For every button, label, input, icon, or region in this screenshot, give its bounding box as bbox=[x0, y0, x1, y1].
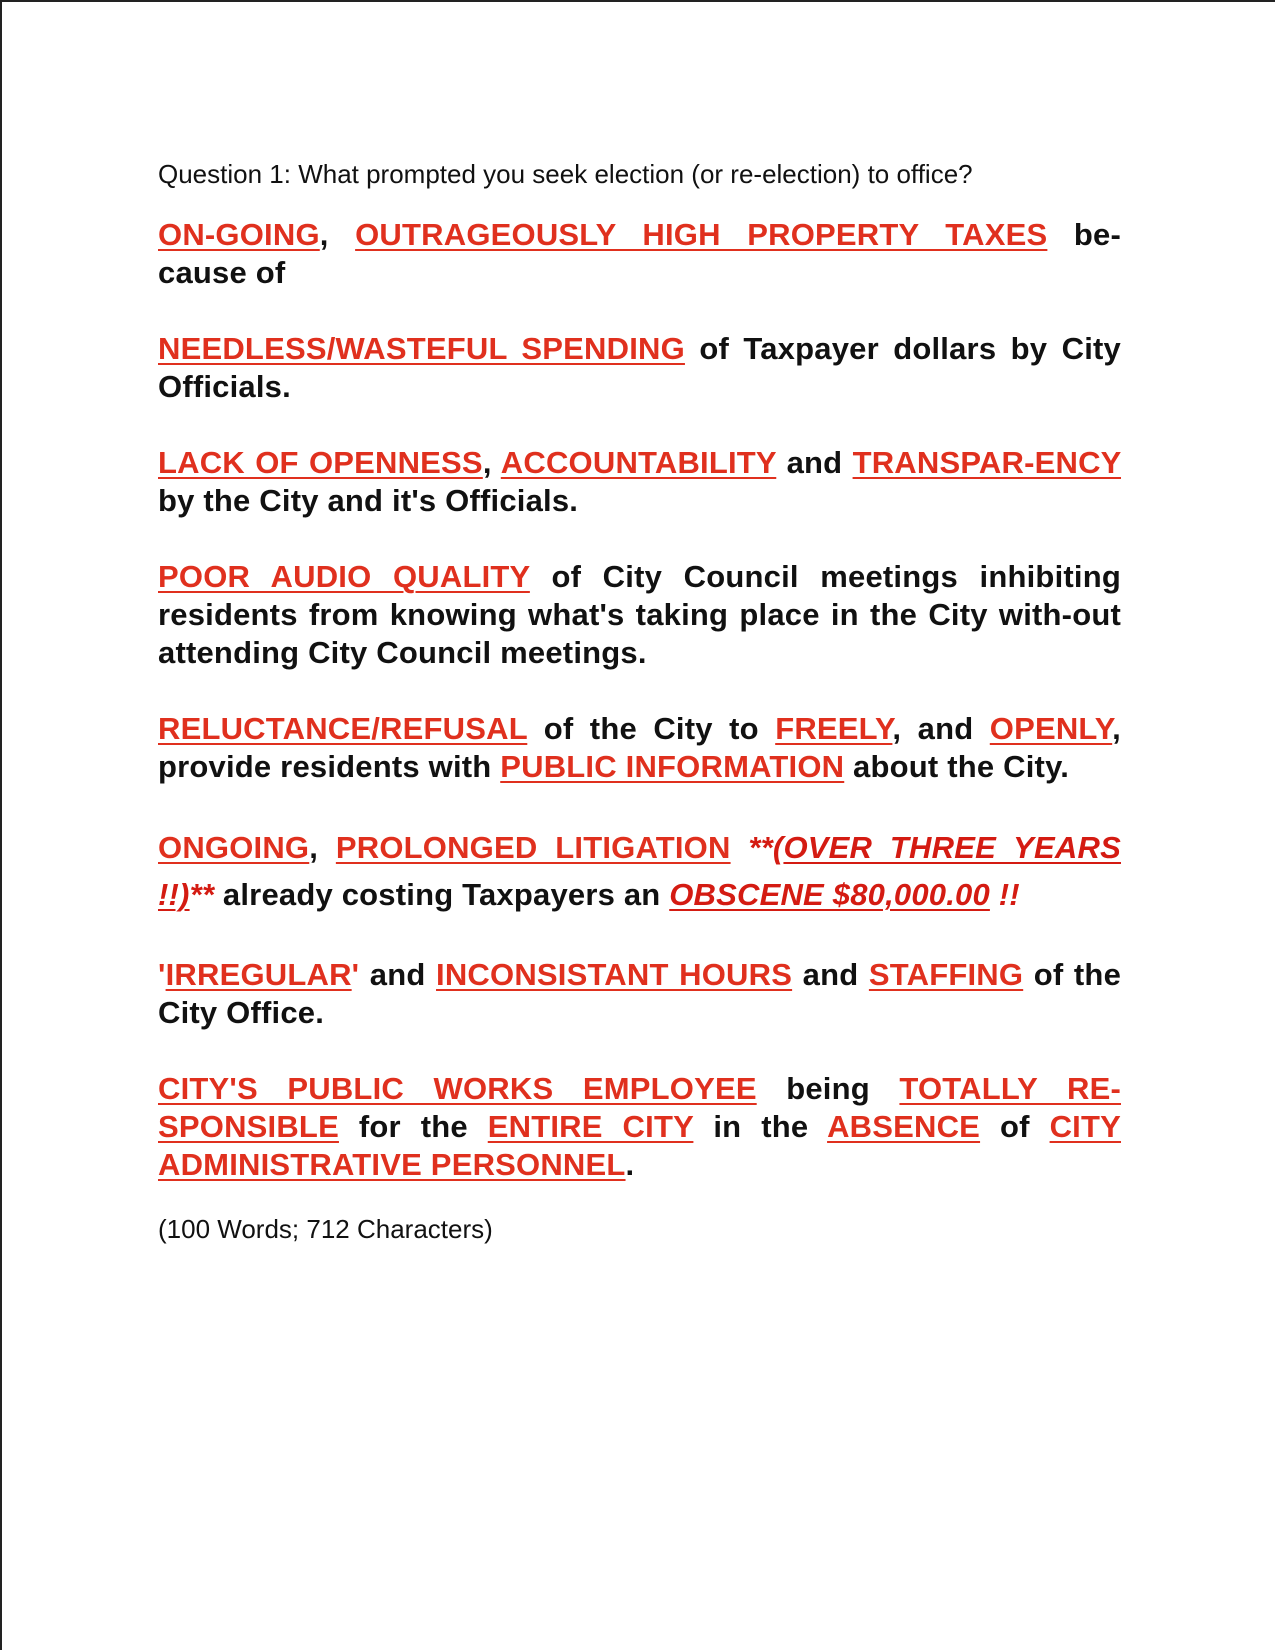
highlight-text: CITY'S PUBLIC WORKS EMPLOYEE bbox=[158, 1070, 757, 1106]
body-text: be-cause of bbox=[158, 216, 1121, 290]
body-text: of bbox=[980, 1108, 1050, 1144]
highlight-text: ENTIRE CITY bbox=[487, 1108, 694, 1144]
body-text: , bbox=[482, 444, 501, 480]
body-text: being bbox=[756, 1070, 900, 1106]
highlight-text: TRANSPAR-ENCY bbox=[852, 444, 1121, 480]
answer-paragraph-5 bbox=[158, 710, 1121, 786]
highlight-text: PROLONGED LITIGATION bbox=[335, 829, 731, 865]
highlight-text: NEEDLESS/WASTEFUL SPENDING bbox=[158, 330, 685, 366]
highlight-italic-text: OBSCENE $80,000.00 bbox=[669, 876, 990, 912]
highlight-text: LACK OF OPENNESS bbox=[158, 444, 483, 480]
highlight-text: ON-GOING bbox=[158, 216, 320, 252]
body-text: , bbox=[319, 216, 356, 252]
body-text: , provide residents with bbox=[158, 710, 1121, 784]
body-text: , and bbox=[892, 710, 990, 746]
quote-mark: ' bbox=[351, 956, 360, 992]
highlight-text: CITY ADMINISTRATIVE PERSONNEL bbox=[158, 1108, 1121, 1182]
answer-paragraph-3 bbox=[158, 444, 1121, 520]
body-text: of Taxpayer dollars by City Officials. bbox=[158, 330, 1121, 404]
answer-paragraph-2 bbox=[158, 330, 1121, 406]
body-text: and bbox=[359, 956, 437, 992]
body-text: in the bbox=[693, 1108, 828, 1144]
highlight-text: STAFFING bbox=[868, 956, 1024, 992]
highlight-text: ACCOUNTABILITY bbox=[500, 444, 777, 480]
body-text: of the City to bbox=[527, 710, 776, 746]
highlight-italic-text: OVER THREE YEARS !!) bbox=[158, 829, 1121, 912]
document-body bbox=[158, 158, 1121, 1271]
highlight-text: IRREGULAR bbox=[165, 956, 352, 992]
answer-paragraph-1 bbox=[158, 216, 1121, 292]
body-text: for the bbox=[338, 1108, 488, 1144]
word-count-note: (100 Words; 712 Characters) bbox=[158, 1213, 493, 1244]
highlight-text: TOTALLY RE-SPONSIBLE bbox=[158, 1070, 1121, 1144]
emphasis-marks: !! bbox=[989, 876, 1020, 912]
answer-paragraph-8 bbox=[158, 1070, 1121, 1184]
body-text: and bbox=[776, 444, 853, 480]
answer-paragraph-7 bbox=[158, 956, 1121, 1032]
highlight-text: POOR AUDIO QUALITY bbox=[158, 558, 530, 594]
emphasis-marks: **( bbox=[730, 829, 784, 865]
body-text: by the City and it's Officials. bbox=[158, 482, 579, 518]
highlight-text: ABSENCE bbox=[827, 1108, 981, 1144]
answer-paragraph-6 bbox=[158, 824, 1121, 918]
body-text: , bbox=[309, 829, 336, 865]
highlight-text: RELUCTANCE/REFUSAL bbox=[158, 710, 528, 746]
highlight-text: PUBLIC INFORMATION bbox=[500, 748, 845, 784]
quote-mark: ' bbox=[158, 956, 166, 992]
body-text: already costing Taxpayers an bbox=[214, 876, 670, 912]
highlight-text: INCONSISTANT HOURS bbox=[436, 956, 793, 992]
body-text: and bbox=[792, 956, 869, 992]
highlight-text: ONGOING bbox=[158, 829, 310, 865]
question-heading: Question 1: What prompted you seek election (or re-election) to office? bbox=[158, 159, 973, 189]
highlight-text: OPENLY bbox=[989, 710, 1113, 746]
body-text: about the City. bbox=[844, 748, 1070, 784]
body-text: of City Council meetings inhibiting residents from knowing what's taking place in the City with-out attending City Council meetings. bbox=[158, 558, 1121, 670]
body-text: of the City Office. bbox=[158, 956, 1122, 1030]
body-text: . bbox=[625, 1146, 635, 1182]
highlight-text: FREELY bbox=[775, 710, 893, 746]
highlight-text: OUTRAGEOUSLY HIGH PROPERTY TAXES bbox=[355, 216, 1048, 252]
answer-paragraph-4 bbox=[158, 558, 1121, 672]
emphasis-marks: ** bbox=[189, 876, 215, 912]
